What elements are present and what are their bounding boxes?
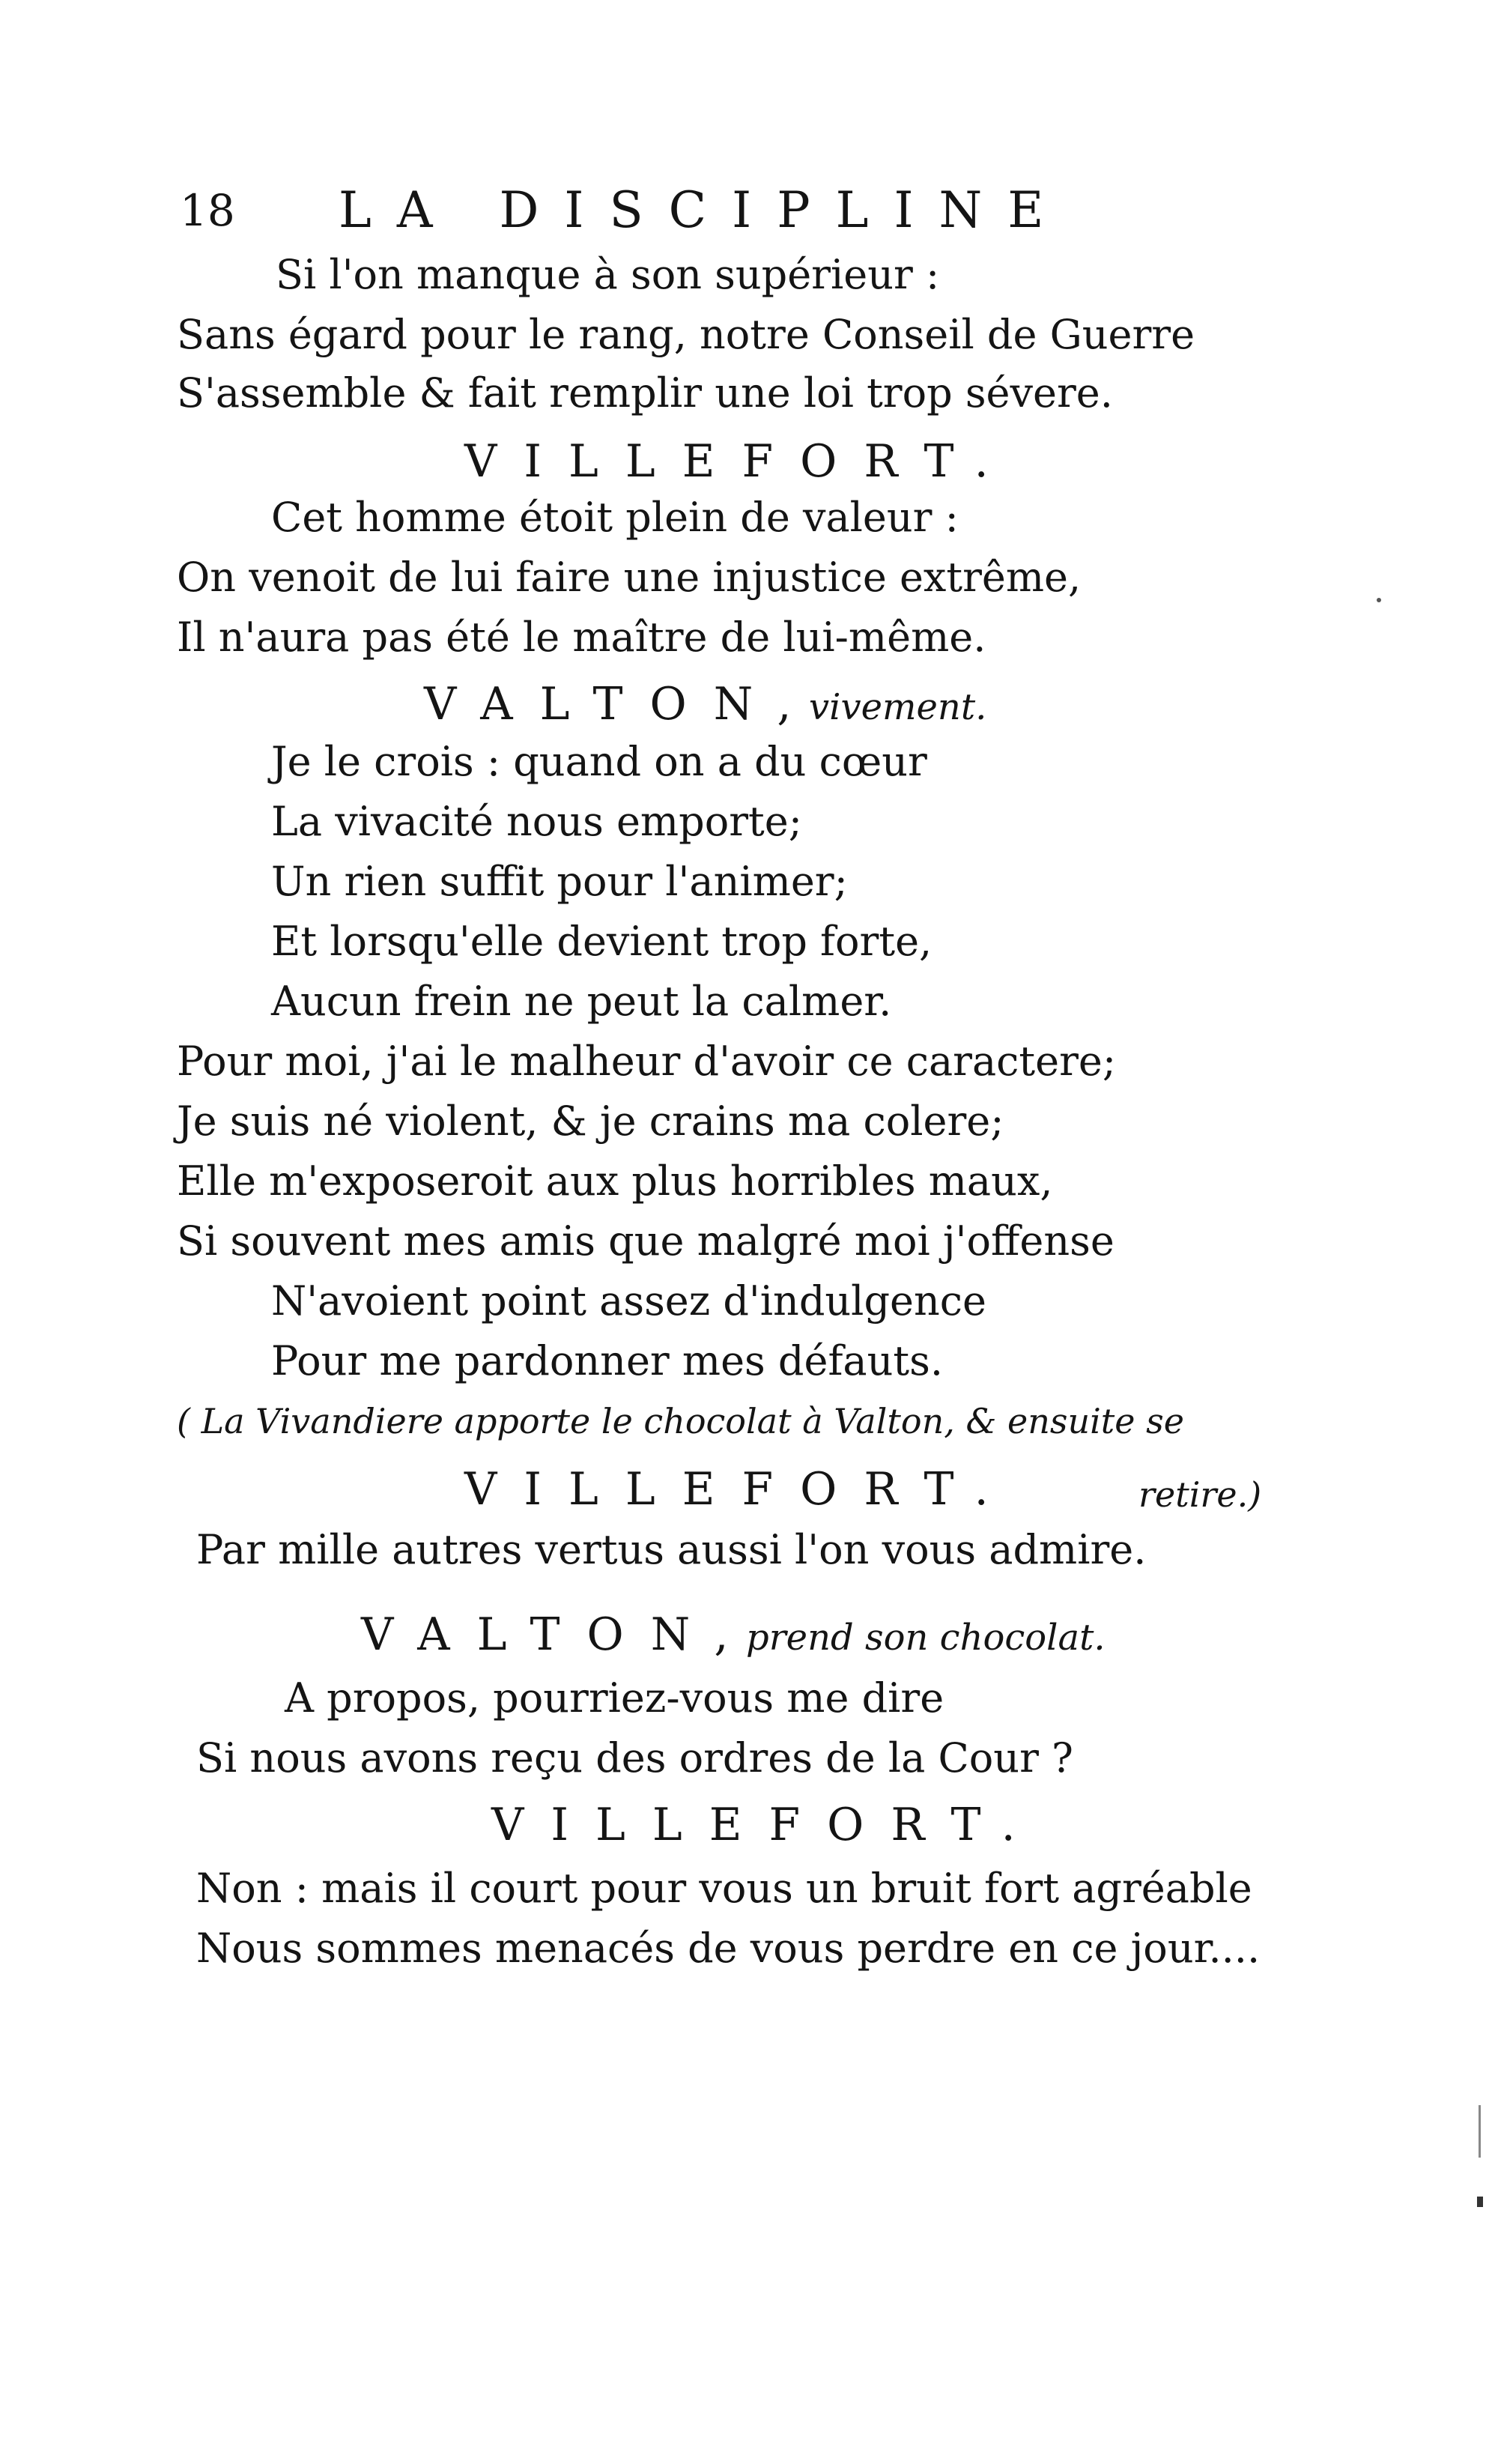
speaker-valton: VALTON,: [361, 1608, 756, 1661]
verse-line: Par mille autres vertus aussi l'on vous admire.: [196, 1526, 1147, 1573]
speaker-valton: VALTON,: [424, 678, 819, 730]
running-title: LA DISCIPLINE: [339, 181, 1070, 239]
verse-line: Sans égard pour le rang, notre Conseil de Guerre: [177, 311, 1195, 358]
verse-line: Cet homme étoit plein de valeur :: [271, 494, 959, 541]
verse-line: Si souvent mes amis que malgré moi j'offense: [177, 1217, 1115, 1265]
verse-line: Elle m'exposeroit aux plus horribles maux,: [177, 1157, 1053, 1205]
stage-direction: prend son chocolat.: [746, 1617, 1106, 1659]
verse-line: N'avoient point assez d'indulgence: [271, 1277, 986, 1325]
verse-line: Pour moi, j'ai le malheur d'avoir ce caractere;: [177, 1038, 1117, 1085]
verse-line: Si l'on manque à son supérieur :: [276, 251, 940, 298]
ink-speck: [1377, 598, 1381, 602]
verse-line: Et lorsqu'elle devient trop forte,: [271, 918, 932, 965]
speaker-villefort: VILLEFORT.: [464, 435, 1016, 488]
page-number: 18: [180, 185, 235, 236]
verse-line: Je suis né violent, & je crains ma colere;: [177, 1098, 1004, 1145]
stage-direction: vivement.: [809, 686, 987, 728]
verse-line: S'assemble & fait remplir une loi trop sévere.: [177, 369, 1113, 417]
stage-direction: ( La Vivandiere apporte le chocolat à Valton, & ensuite se: [177, 1401, 1184, 1441]
stage-direction: retire.): [1138, 1474, 1262, 1515]
verse-line: Nous sommes menacés de vous perdre en ce jour....: [196, 1925, 1261, 1972]
verse-line: Je le crois : quand on a du cœur: [271, 738, 927, 785]
verse-line: On venoit de lui faire une injustice extrême,: [177, 554, 1082, 601]
speaker-villefort: VILLEFORT.: [491, 1799, 1043, 1851]
ink-speck: [1477, 2197, 1483, 2207]
verse-line: Il n'aura pas été le maître de lui-même.: [177, 614, 986, 661]
verse-line: Aucun frein ne peut la calmer.: [271, 978, 892, 1025]
verse-line: Pour me pardonner mes défauts.: [271, 1337, 943, 1384]
speaker-villefort: VILLEFORT.: [464, 1463, 1016, 1516]
verse-line: A propos, pourriez-vous me dire: [285, 1674, 944, 1722]
ink-speck: [1479, 2105, 1481, 2158]
verse-line: Si nous avons reçu des ordres de la Cour ?: [196, 1734, 1073, 1782]
verse-line: La vivacité nous emporte;: [271, 798, 802, 845]
verse-line: Non : mais il court pour vous un bruit fort agréable: [196, 1865, 1252, 1912]
verse-line: Un rien suffit pour l'animer;: [271, 858, 848, 905]
